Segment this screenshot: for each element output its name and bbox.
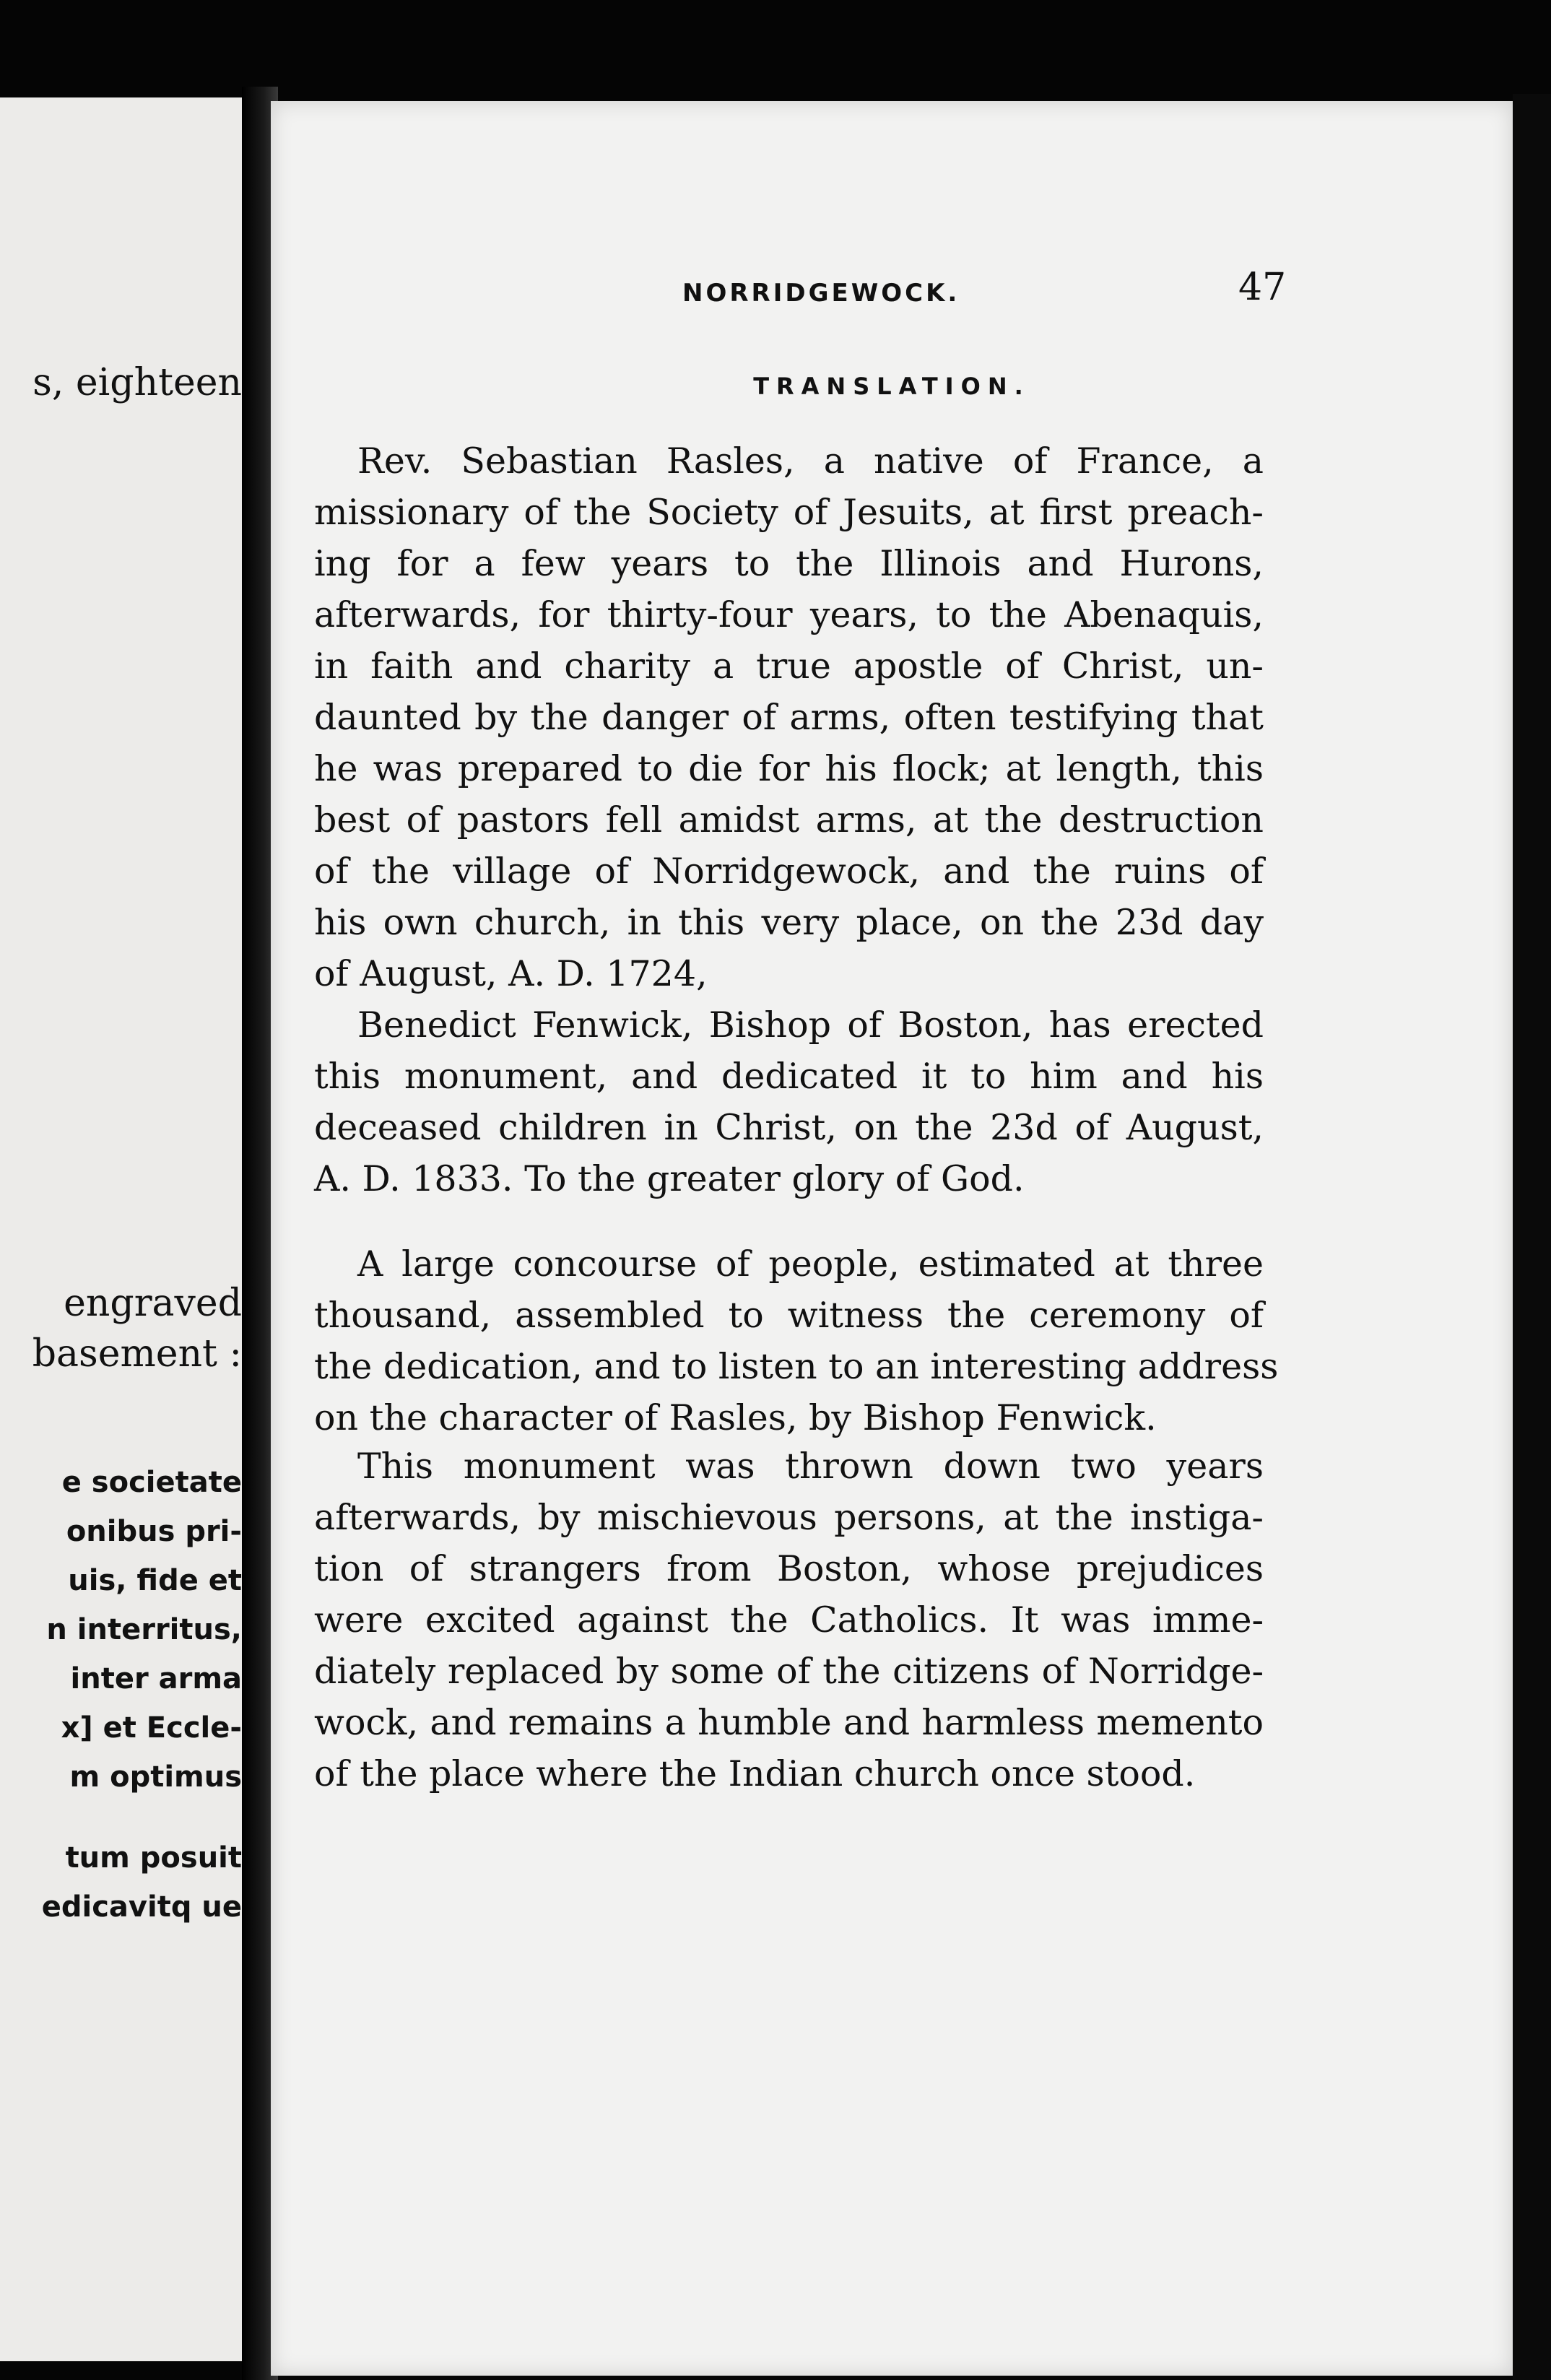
text-line: his own church, in this very place, on the 23d day <box>314 902 1264 943</box>
text-line: afterwards, by mischievous persons, at the instiga- <box>314 1497 1264 1538</box>
paragraph-2 <box>314 999 1264 1204</box>
text-line: Rev. Sebastian Rasles, a native of France, a <box>357 440 1264 482</box>
section-heading: TRANSLATION. <box>753 373 1030 400</box>
running-head <box>300 266 1513 316</box>
text-line: diately replaced by some of the citizens of Norridge- <box>314 1651 1264 1692</box>
facing-page-line: edicavitq ue <box>41 1890 242 1924</box>
text-line: were excited against the Catholics. It was imme- <box>314 1599 1264 1641</box>
facing-page-line: inter arma <box>70 1662 242 1695</box>
text-line: A large concourse of people, estimated at three <box>357 1243 1264 1285</box>
facing-page-fragment <box>0 97 242 2361</box>
text-line: he was prepared to die for his flock; at length, this <box>314 748 1264 789</box>
text-line: of August, A. D. 1724, <box>314 953 708 994</box>
text-line: in faith and charity a true apostle of Christ, un- <box>314 646 1264 687</box>
text-line: daunted by the danger of arms, often testifying that <box>314 697 1264 738</box>
paragraph-1 <box>314 435 1264 999</box>
text-line: thousand, assembled to witness the ceremony of <box>314 1295 1264 1336</box>
facing-page-line: onibus pri- <box>66 1515 242 1548</box>
facing-page-line: n interritus, <box>46 1613 242 1646</box>
text-line: this monument, and dedicated it to him and his <box>314 1056 1264 1097</box>
text-line: best of pastors fell amidst arms, at the destruction <box>314 799 1264 841</box>
running-title: NORRIDGEWOCK. <box>682 279 960 308</box>
text-line: of the place where the Indian church once stood. <box>314 1753 1196 1794</box>
facing-page-line: s, eighteen <box>32 361 242 404</box>
text-line: Benedict Fenwick, Bishop of Boston, has erected <box>357 1004 1264 1046</box>
facing-page-line: basement : <box>32 1332 242 1376</box>
text-line: A. D. 1833. To the greater glory of God. <box>314 1158 1025 1199</box>
text-line: the dedication, and to listen to an interesting address <box>314 1346 1279 1387</box>
facing-page-line: x] et Eccle- <box>61 1711 242 1745</box>
text-line: of the village of Norridgewock, and the ruins of <box>314 851 1264 892</box>
text-line: missionary of the Society of Jesuits, at first preach- <box>314 492 1264 533</box>
text-line: deceased children in Christ, on the 23d of August, <box>314 1107 1264 1148</box>
scan-right-edge <box>1513 94 1551 2380</box>
text-line: tion of strangers from Boston, whose prejudices <box>314 1548 1264 1589</box>
facing-page-line: e societate <box>61 1466 242 1499</box>
main-page <box>271 101 1513 2376</box>
facing-page-line: tum posuit <box>65 1841 242 1875</box>
text-line: on the character of Rasles, by Bishop Fenwick. <box>314 1397 1157 1438</box>
facing-page-line: uis, fide et <box>68 1564 242 1597</box>
text-line: afterwards, for thirty-four years, to the Abenaquis, <box>314 594 1264 635</box>
text-line: wock, and remains a humble and harmless memento <box>314 1702 1264 1743</box>
text-line: This monument was thrown down two years <box>357 1446 1264 1487</box>
page-number: 47 <box>1238 266 1287 309</box>
text-line: ing for a few years to the Illinois and Hurons, <box>314 543 1264 584</box>
facing-page-line: m optimus <box>69 1760 242 1794</box>
facing-page-line: engraved <box>64 1282 242 1325</box>
paragraph-3 <box>314 1238 1279 1443</box>
paragraph-4 <box>314 1441 1264 1799</box>
